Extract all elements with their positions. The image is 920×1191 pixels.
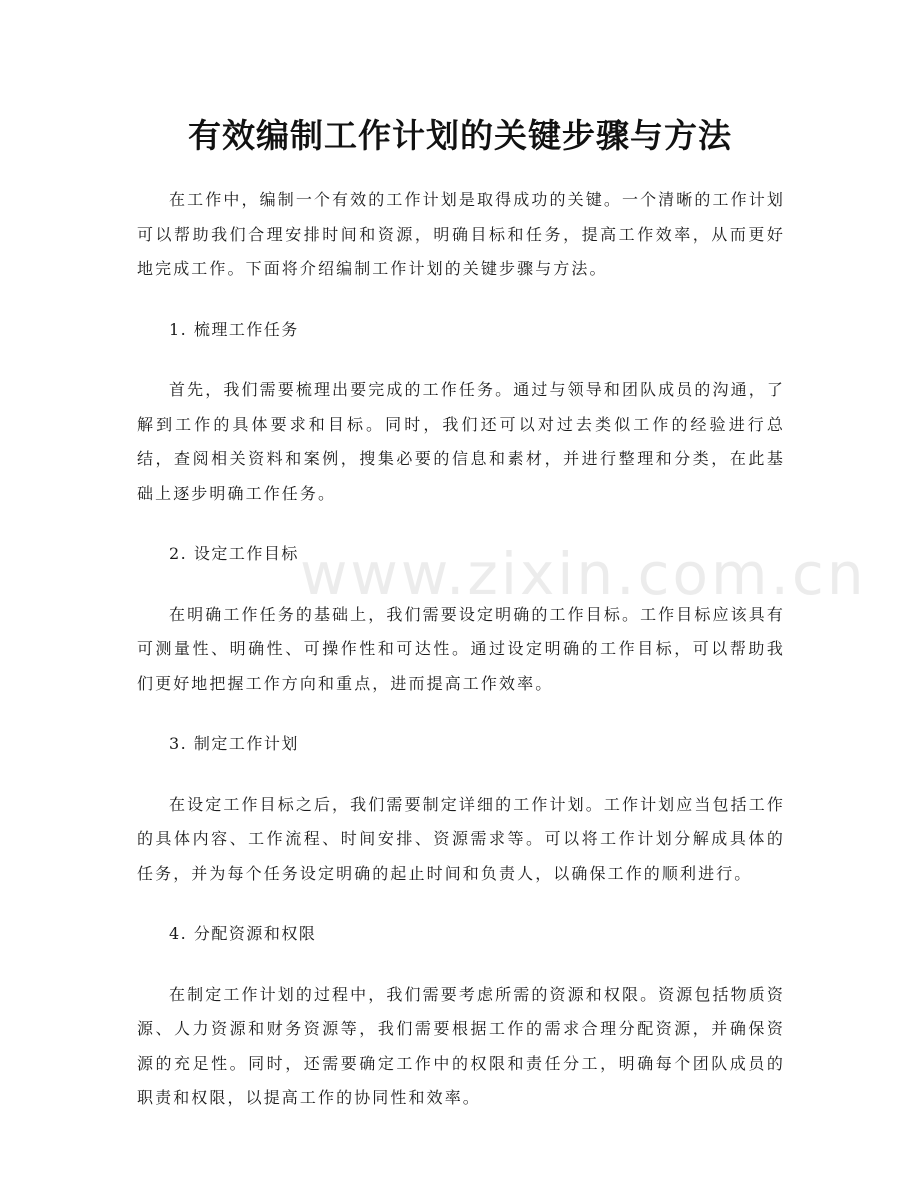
intro-paragraph: 在工作中，编制一个有效的工作计划是取得成功的关键。一个清晰的工作计划可以帮助我们合理安排时间和资源，明确目标和任务，提高工作效率，从而更好地完成工作。下面将介绍编制工作计划的关键步骤与方法。	[137, 190, 785, 278]
section-heading-4: 4. 分配资源和权限	[169, 924, 317, 943]
section-body-4: 在制定工作计划的过程中，我们需要考虑所需的资源和权限。资源包括物质资源、人力资源和财务资源等，我们需要根据工作的需求合理分配资源，并确保资源的充足性。同时，还需要确定工作中的权限和责任分工，明确每个团队成员的职责和权限，以提高工作的协同性和效率。	[137, 984, 785, 1107]
section-body-1: 首先，我们需要梳理出要完成的工作任务。通过与领导和团队成员的沟通，了解到工作的具体要求和目标。同时，我们还可以对过去类似工作的经验进行总结，查阅相关资料和案例，搜集必要的信息和素材，并进行整理和分类，在此基础上逐步明确工作任务。	[137, 380, 785, 503]
document-title: 有效编制工作计划的关键步骤与方法	[188, 116, 732, 155]
section-body-3: 在设定工作目标之后，我们需要制定详细的工作计划。工作计划应当包括工作的具体内容、工作流程、时间安排、资源需求等。可以将工作计划分解成具体的任务，并为每个任务设定明确的起止时间和负责人，以确保工作的顺利进行。	[137, 794, 785, 883]
section-body-2: 在明确工作任务的基础上，我们需要设定明确的工作目标。工作目标应该具有可测量性、明确性、可操作性和可达性。通过设定明确的工作目标，可以帮助我们更好地把握工作方向和重点，进而提高工作效率。	[137, 604, 785, 693]
document-body	[137, 183, 785, 1142]
section-heading-2: 2. 设定工作目标	[169, 544, 299, 563]
section-heading-1: 1. 梳理工作任务	[169, 319, 299, 339]
watermark: www.zixin.com.cn	[300, 540, 867, 608]
section-heading-3: 3. 制定工作计划	[169, 734, 299, 753]
